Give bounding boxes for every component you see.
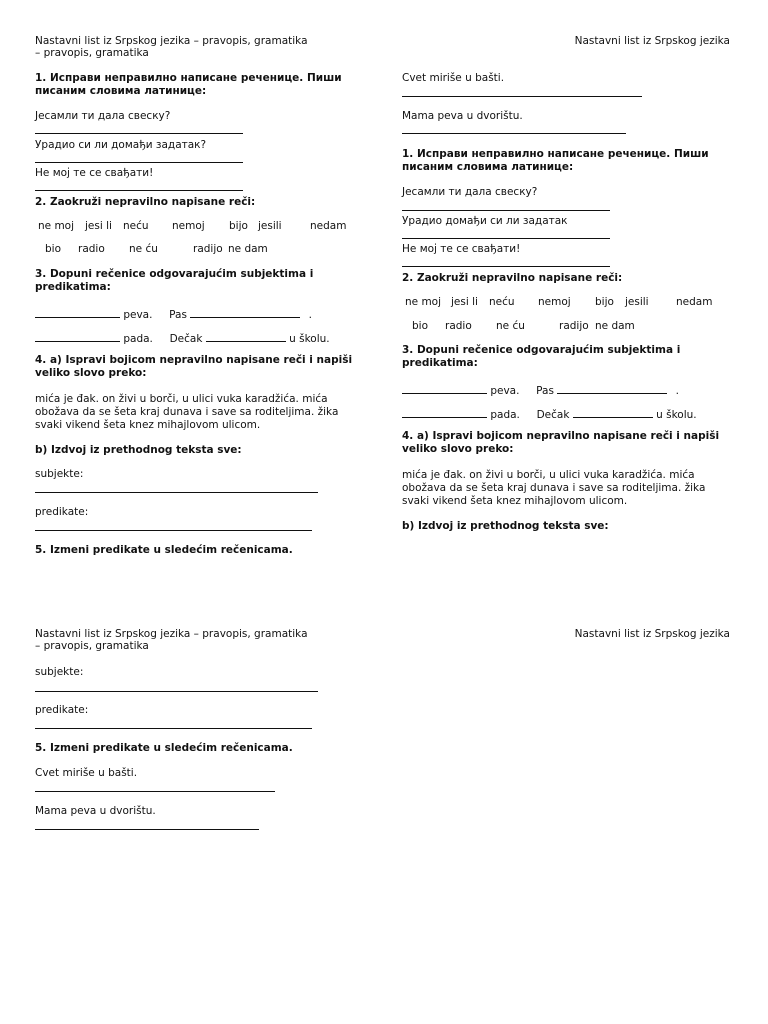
q1-sentence-1: Јесамли ти дала свеску? xyxy=(402,186,538,198)
q4-text: obožava da se šeta kraj dunava i save sa roditeljima. žika xyxy=(402,482,706,494)
q4b-title: b) Izdvoj iz prethodnog teksta sve: xyxy=(402,520,609,532)
q3-pada: pada. xyxy=(490,409,520,421)
q2-title: 2. Zaokruži nepravilno napisane reči: xyxy=(402,272,623,284)
answer-line[interactable] xyxy=(35,133,243,134)
q1-title: 1. Исправи неправилно написане реченице. Пиши xyxy=(35,72,342,84)
answer-line[interactable] xyxy=(35,190,243,191)
q2-word[interactable]: radio xyxy=(445,320,472,332)
q3-decak: Dečak xyxy=(169,333,203,345)
q2-word[interactable]: nedam xyxy=(676,296,713,308)
q4-text: mića je đak. on živi u borči, u ulici vuka karadžića. mića xyxy=(402,469,695,481)
q3-decak: Dečak xyxy=(536,409,570,421)
q2-word[interactable]: ne dam xyxy=(595,320,635,332)
q2-word[interactable]: bio xyxy=(412,320,429,332)
page1-header-right: Nastavni list iz Srpskog jezika xyxy=(574,35,730,47)
q2-word[interactable]: ne ću xyxy=(496,320,525,332)
predikate-label: predikate: xyxy=(35,506,89,518)
q4-title: 4. a) Ispravi bojicom nepravilno napisane reči i napiši xyxy=(35,354,353,366)
q3-skolu: u školu. xyxy=(289,333,330,345)
q3-title-cont: predikatima: xyxy=(402,357,478,369)
q4-title: 4. a) Ispravi bojicom nepravilno napisane reči i napiši xyxy=(402,430,720,442)
q5-title: 5. Izmeni predikate u sledećim rečenicama. xyxy=(35,742,293,754)
answer-line[interactable] xyxy=(35,829,259,830)
answer-line[interactable] xyxy=(402,96,642,97)
q3-pas: Pas xyxy=(536,385,554,397)
answer-line[interactable] xyxy=(35,791,275,792)
fill-blank[interactable] xyxy=(402,382,487,394)
q1-title-cont: писаним словима латинице: xyxy=(35,85,207,97)
fill-blank[interactable] xyxy=(35,330,120,342)
predikate-label: predikate: xyxy=(35,704,89,716)
q4-text: svaki vikend šeta knez mihajlovom ulicom. xyxy=(402,495,628,507)
q4-title-cont: veliko slovo preko: xyxy=(402,443,514,455)
q1-sentence-3: Не мој те се свађати! xyxy=(35,167,154,179)
q4-text: obožava da se šeta kraj dunava i save sa roditeljima. žika xyxy=(35,406,339,418)
fill-blank[interactable] xyxy=(573,406,653,418)
q2-word[interactable]: nedam xyxy=(310,220,347,232)
q3-title-cont: predikatima: xyxy=(35,281,111,293)
page2-header-right: Nastavni list iz Srpskog jezika xyxy=(574,628,730,640)
q1-sentence-2: Урадио домађи си ли задатак xyxy=(402,215,568,227)
fill-blank[interactable] xyxy=(35,306,120,318)
q5-title: 5. Izmeni predikate u sledećim rečenicama. xyxy=(35,544,293,556)
q1-sentence-1: Јесамли ти дала свеску? xyxy=(35,110,171,122)
q3-title: 3. Dopuni rečenice odgovarajućim subjektima i xyxy=(35,268,314,280)
page1-header-left-cont: – pravopis, gramatika xyxy=(35,47,149,59)
q3-row-2 xyxy=(35,330,330,346)
fill-blank[interactable] xyxy=(190,306,300,318)
q4-text: svaki vikend šeta knez mihajlovom ulicom. xyxy=(35,419,261,431)
q3-row-1 xyxy=(402,382,679,398)
q3-row-1 xyxy=(35,306,312,322)
q3-peva: peva. xyxy=(490,385,520,397)
q2-word[interactable]: radijo xyxy=(559,320,589,332)
q1-sentence-2: Урадио си ли домађи задатак? xyxy=(35,139,207,151)
q3-dot: . xyxy=(675,385,679,397)
q3-pada: pada. xyxy=(123,333,153,345)
fill-blank[interactable] xyxy=(402,406,487,418)
answer-line[interactable] xyxy=(402,133,626,134)
q3-pas: Pas xyxy=(169,309,187,321)
q5-sentence-mama: Mama peva u dvorištu. xyxy=(35,805,156,817)
q4b-title: b) Izdvoj iz prethodnog teksta sve: xyxy=(35,444,242,456)
q4-title-cont: veliko slovo preko: xyxy=(35,367,147,379)
q2-word[interactable]: ne dam xyxy=(228,243,268,255)
fill-blank[interactable] xyxy=(557,382,667,394)
answer-line[interactable] xyxy=(35,530,312,531)
q2-word[interactable]: jesili xyxy=(258,220,282,232)
q2-word[interactable]: jesili xyxy=(625,296,649,308)
q5-sentence-mama: Mama peva u dvorištu. xyxy=(402,110,523,122)
answer-line[interactable] xyxy=(402,238,610,239)
q2-word[interactable]: radio xyxy=(78,243,105,255)
answer-line[interactable] xyxy=(35,492,318,493)
answer-line[interactable] xyxy=(402,266,610,267)
page1-header-left: Nastavni list iz Srpskog jezika – pravopis, gramatika xyxy=(35,35,308,47)
q2-word[interactable]: neću xyxy=(489,296,515,308)
page2-header-left: Nastavni list iz Srpskog jezika – pravopis, gramatika xyxy=(35,628,308,640)
q2-word[interactable]: radijo xyxy=(193,243,223,255)
q5-sentence-cvet: Cvet miriše u bašti. xyxy=(402,72,505,84)
q2-word[interactable]: ne ću xyxy=(129,243,158,255)
q2-word[interactable]: ne moj xyxy=(405,296,442,308)
q2-title: 2. Zaokruži nepravilno napisane reči: xyxy=(35,196,256,208)
q3-skolu: u školu. xyxy=(656,409,697,421)
subjekte-label: subjekte: xyxy=(35,468,84,480)
q2-word[interactable]: bijo xyxy=(595,296,614,308)
q2-word[interactable]: nemoj xyxy=(172,220,205,232)
q2-word[interactable]: bijo xyxy=(229,220,248,232)
q2-word[interactable]: nemoj xyxy=(538,296,571,308)
fill-blank[interactable] xyxy=(206,330,286,342)
page2-header-left-cont: – pravopis, gramatika xyxy=(35,640,149,652)
q2-word[interactable]: bio xyxy=(45,243,62,255)
q2-word[interactable]: neću xyxy=(123,220,149,232)
q3-row-2 xyxy=(402,406,697,422)
q2-word[interactable]: ne moj xyxy=(38,220,75,232)
q1-sentence-3: Не мој те се свађати! xyxy=(402,243,521,255)
q3-dot: . xyxy=(308,309,312,321)
subjekte-label: subjekte: xyxy=(35,666,84,678)
answer-line[interactable] xyxy=(35,691,318,692)
q3-peva: peva. xyxy=(123,309,153,321)
answer-line[interactable] xyxy=(35,162,243,163)
q2-word[interactable]: jesi li xyxy=(85,220,112,232)
q1-title-cont: писаним словима латинице: xyxy=(402,161,574,173)
q4-text: mića je đak. on živi u borči, u ulici vuka karadžića. mića xyxy=(35,393,328,405)
q2-word[interactable]: jesi li xyxy=(451,296,478,308)
q3-title: 3. Dopuni rečenice odgovarajućim subjektima i xyxy=(402,344,681,356)
q5-sentence-cvet: Cvet miriše u bašti. xyxy=(35,767,138,779)
answer-line[interactable] xyxy=(402,210,610,211)
q1-title: 1. Исправи неправилно написане реченице. Пиши xyxy=(402,148,709,160)
answer-line[interactable] xyxy=(35,728,312,729)
